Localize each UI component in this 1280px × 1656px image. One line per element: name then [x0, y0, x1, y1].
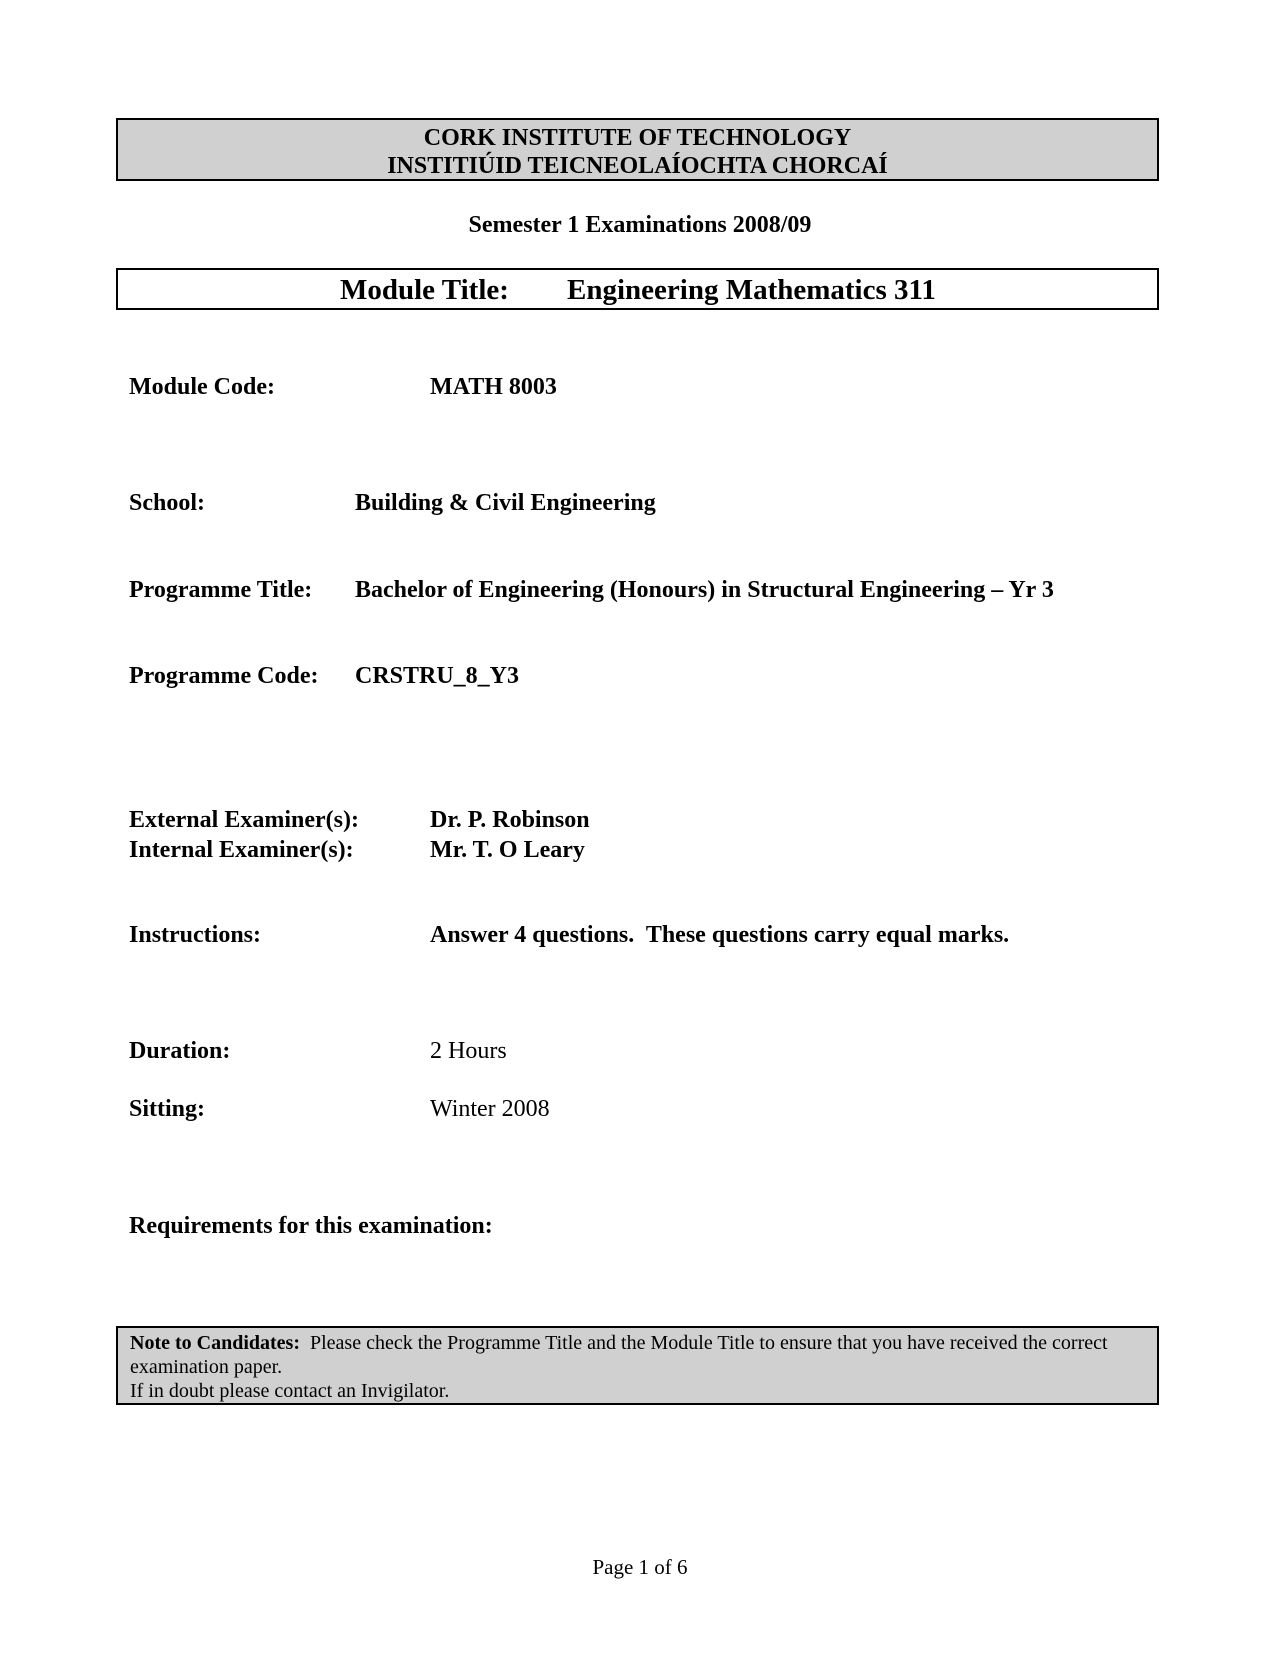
module-title-box — [116, 268, 1159, 310]
internal-examiner-value: Mr. T. O Leary — [430, 837, 585, 863]
instructions-label: Instructions: — [129, 922, 262, 948]
external-examiner-label: External Examiner(s): — [129, 807, 359, 833]
duration-label: Duration: — [129, 1038, 231, 1064]
institution-name-english: CORK INSTITUTE OF TECHNOLOGY — [423, 125, 852, 151]
instructions-value: Answer 4 questions. These questions carry equal marks. — [430, 922, 1010, 948]
note-to-candidates-box — [116, 1326, 1159, 1405]
internal-examiner-label: Internal Examiner(s): — [129, 837, 354, 863]
module-title-label: Module Title: — [340, 274, 509, 306]
module-title-value: Engineering Mathematics 311 — [567, 274, 936, 306]
institution-name-irish: INSTITIÚID TEICNEOLAÍOCHTA CHORCAÍ — [387, 153, 888, 179]
programme-title-label: Programme Title: — [129, 577, 313, 603]
note-label: Note to Candidates: — [130, 1332, 300, 1354]
module-code-value: MATH 8003 — [430, 374, 557, 400]
school-label: School: — [129, 490, 206, 516]
module-code-label: Module Code: — [129, 374, 275, 400]
page-number: Page 1 of 6 — [592, 1555, 688, 1579]
note-text: Please check the Programme Title and the Module Title to ensure that you have received the correct examination paper. — [130, 1332, 1108, 1378]
institution-header — [116, 118, 1159, 181]
requirements-label: Requirements for this examination: — [129, 1213, 493, 1239]
note-paragraph — [130, 1331, 1145, 1379]
duration-value: 2 Hours — [430, 1038, 507, 1064]
programme-code-value: CRSTRU_8_Y3 — [355, 663, 520, 689]
school-value: Building & Civil Engineering — [355, 490, 656, 516]
note-invigilator-text: If in doubt please contact an Invigilator. — [130, 1380, 450, 1402]
programme-title-value: Bachelor of Engineering (Honours) in Structural Engineering – Yr 3 — [355, 577, 1054, 603]
external-examiner-value: Dr. P. Robinson — [430, 807, 590, 833]
sitting-label: Sitting: — [129, 1096, 206, 1122]
sitting-value: Winter 2008 — [430, 1096, 550, 1122]
programme-code-label: Programme Code: — [129, 663, 319, 689]
semester-heading: Semester 1 Examinations 2008/09 — [468, 212, 812, 238]
